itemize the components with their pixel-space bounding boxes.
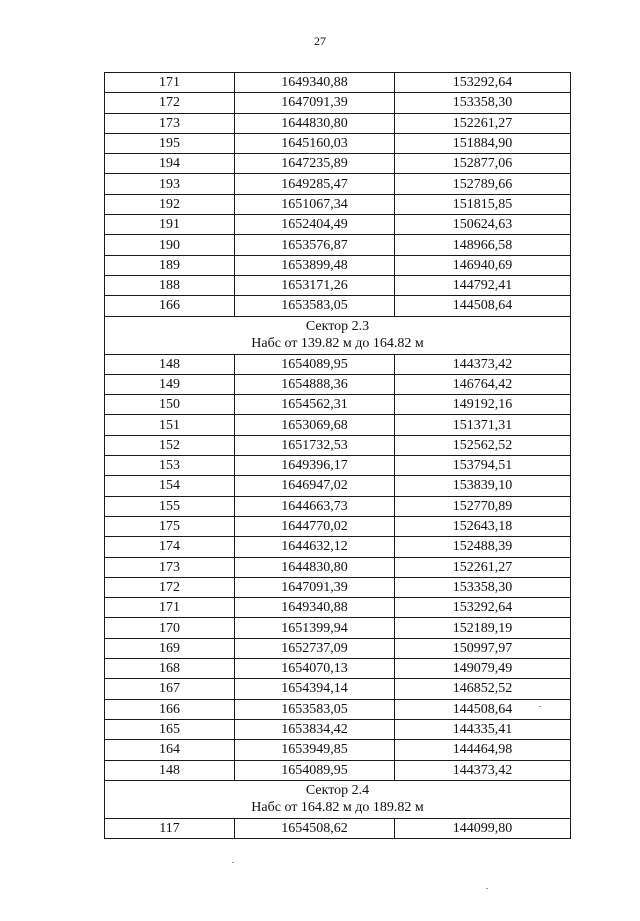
x-coordinate-cell: 1647091,39 bbox=[235, 93, 395, 113]
table-row bbox=[105, 638, 571, 658]
page-number: 27 bbox=[314, 34, 326, 48]
sector-title: Сектор 2.4 bbox=[305, 782, 370, 798]
y-coordinate-cell: 144464,98 bbox=[395, 740, 571, 760]
y-coordinate-cell: 144508,64 bbox=[395, 296, 571, 316]
y-coordinate-cell: 153292,64 bbox=[395, 73, 571, 93]
x-coordinate-cell: 1649340,88 bbox=[235, 598, 395, 618]
table-row bbox=[105, 296, 571, 316]
table-row bbox=[105, 537, 571, 557]
table-row bbox=[105, 818, 571, 838]
table-row bbox=[105, 577, 571, 597]
table-row bbox=[105, 557, 571, 577]
x-coordinate-cell: 1646947,02 bbox=[235, 476, 395, 496]
y-coordinate-cell: 146940,69 bbox=[395, 255, 571, 275]
x-coordinate-cell: 1653576,87 bbox=[235, 235, 395, 255]
x-coordinate-cell: 1653171,26 bbox=[235, 275, 395, 295]
table-row bbox=[105, 659, 571, 679]
y-coordinate-cell: 152643,18 bbox=[395, 516, 571, 536]
x-coordinate-cell: 1652404,49 bbox=[235, 215, 395, 235]
y-coordinate-cell: 153839,10 bbox=[395, 476, 571, 496]
point-number-cell: 153 bbox=[105, 456, 235, 476]
y-coordinate-cell: 152261,27 bbox=[395, 557, 571, 577]
x-coordinate-cell: 1649396,17 bbox=[235, 456, 395, 476]
x-coordinate-cell: 1653583,05 bbox=[235, 296, 395, 316]
coordinates-table-body bbox=[105, 73, 571, 839]
y-coordinate-cell: 146852,52 bbox=[395, 679, 571, 699]
y-coordinate-cell: 150624,63 bbox=[395, 215, 571, 235]
x-coordinate-cell: 1651067,34 bbox=[235, 194, 395, 214]
point-number-cell: 166 bbox=[105, 296, 235, 316]
y-coordinate-cell: 144373,42 bbox=[395, 354, 571, 374]
x-coordinate-cell: 1644663,73 bbox=[235, 496, 395, 516]
table-row bbox=[105, 93, 571, 113]
point-number-cell: 169 bbox=[105, 638, 235, 658]
table-row bbox=[105, 719, 571, 739]
y-coordinate-cell: 153292,64 bbox=[395, 598, 571, 618]
point-number-cell: 173 bbox=[105, 113, 235, 133]
y-coordinate-cell: 149192,16 bbox=[395, 395, 571, 415]
table-row bbox=[105, 354, 571, 374]
table-row bbox=[105, 598, 571, 618]
point-number-cell: 175 bbox=[105, 516, 235, 536]
table-row bbox=[105, 415, 571, 435]
table-row bbox=[105, 275, 571, 295]
table-row bbox=[105, 133, 571, 153]
y-coordinate-cell: 151884,90 bbox=[395, 133, 571, 153]
point-number-cell: 151 bbox=[105, 415, 235, 435]
table-row bbox=[105, 760, 571, 780]
x-coordinate-cell: 1644830,80 bbox=[235, 557, 395, 577]
x-coordinate-cell: 1653949,85 bbox=[235, 740, 395, 760]
table-row bbox=[105, 740, 571, 760]
sector-title: Сектор 2.3 bbox=[305, 318, 370, 334]
point-number-cell: 173 bbox=[105, 557, 235, 577]
point-number-cell: 171 bbox=[105, 598, 235, 618]
table-row bbox=[105, 215, 571, 235]
point-number-cell: 174 bbox=[105, 537, 235, 557]
point-number-cell: 172 bbox=[105, 93, 235, 113]
x-coordinate-cell: 1653069,68 bbox=[235, 415, 395, 435]
y-coordinate-cell: 152562,52 bbox=[395, 435, 571, 455]
point-number-cell: 154 bbox=[105, 476, 235, 496]
x-coordinate-cell: 1653899,48 bbox=[235, 255, 395, 275]
point-number-cell: 150 bbox=[105, 395, 235, 415]
point-number-cell: 193 bbox=[105, 174, 235, 194]
table-row bbox=[105, 618, 571, 638]
y-coordinate-cell: 144373,42 bbox=[395, 760, 571, 780]
point-number-cell: 194 bbox=[105, 154, 235, 174]
y-coordinate-cell: 152877,06 bbox=[395, 154, 571, 174]
point-number-cell: 192 bbox=[105, 194, 235, 214]
y-coordinate-cell: 150997,97 bbox=[395, 638, 571, 658]
coordinates-table bbox=[104, 72, 571, 839]
point-number-cell: 117 bbox=[105, 818, 235, 838]
x-coordinate-cell: 1653834,42 bbox=[235, 719, 395, 739]
y-coordinate-cell: 144335,41 bbox=[395, 719, 571, 739]
sector-header bbox=[105, 780, 571, 818]
y-coordinate-cell: 151371,31 bbox=[395, 415, 571, 435]
table-row bbox=[105, 374, 571, 394]
x-coordinate-cell: 1652737,09 bbox=[235, 638, 395, 658]
table-row bbox=[105, 255, 571, 275]
y-coordinate-cell: 152189,19 bbox=[395, 618, 571, 638]
y-coordinate-cell: 148966,58 bbox=[395, 235, 571, 255]
table-row bbox=[105, 174, 571, 194]
x-coordinate-cell: 1653583,05 bbox=[235, 699, 395, 719]
table-row bbox=[105, 154, 571, 174]
table-row bbox=[105, 73, 571, 93]
table-row bbox=[105, 395, 571, 415]
point-number-cell: 191 bbox=[105, 215, 235, 235]
x-coordinate-cell: 1645160,03 bbox=[235, 133, 395, 153]
point-number-cell: 171 bbox=[105, 73, 235, 93]
table-row bbox=[105, 235, 571, 255]
x-coordinate-cell: 1654089,95 bbox=[235, 354, 395, 374]
point-number-cell: 149 bbox=[105, 374, 235, 394]
x-coordinate-cell: 1654070,13 bbox=[235, 659, 395, 679]
y-coordinate-cell: 144099,80 bbox=[395, 818, 571, 838]
y-coordinate-cell: 153794,51 bbox=[395, 456, 571, 476]
y-coordinate-cell: 144792,41 bbox=[395, 275, 571, 295]
x-coordinate-cell: 1654562,31 bbox=[235, 395, 395, 415]
x-coordinate-cell: 1649340,88 bbox=[235, 73, 395, 93]
y-coordinate-cell: 152488,39 bbox=[395, 537, 571, 557]
point-number-cell: 148 bbox=[105, 354, 235, 374]
point-number-cell: 195 bbox=[105, 133, 235, 153]
x-coordinate-cell: 1649285,47 bbox=[235, 174, 395, 194]
point-number-cell: 170 bbox=[105, 618, 235, 638]
table-row bbox=[105, 516, 571, 536]
table-row bbox=[105, 496, 571, 516]
table-row bbox=[105, 435, 571, 455]
x-coordinate-cell: 1644770,02 bbox=[235, 516, 395, 536]
point-number-cell: 190 bbox=[105, 235, 235, 255]
table-row bbox=[105, 456, 571, 476]
point-number-cell: 148 bbox=[105, 760, 235, 780]
point-number-cell: 155 bbox=[105, 496, 235, 516]
sector-header-row bbox=[105, 316, 571, 354]
x-coordinate-cell: 1647091,39 bbox=[235, 577, 395, 597]
point-number-cell: 152 bbox=[105, 435, 235, 455]
y-coordinate-cell: 146764,42 bbox=[395, 374, 571, 394]
y-coordinate-cell: 149079,49 bbox=[395, 659, 571, 679]
x-coordinate-cell: 1644830,80 bbox=[235, 113, 395, 133]
point-number-cell: 189 bbox=[105, 255, 235, 275]
point-number-cell: 172 bbox=[105, 577, 235, 597]
y-coordinate-cell: 152261,27 bbox=[395, 113, 571, 133]
table-row bbox=[105, 113, 571, 133]
point-number-cell: 188 bbox=[105, 275, 235, 295]
point-number-cell: 164 bbox=[105, 740, 235, 760]
table-row bbox=[105, 476, 571, 496]
x-coordinate-cell: 1647235,89 bbox=[235, 154, 395, 174]
x-coordinate-cell: 1654089,95 bbox=[235, 760, 395, 780]
x-coordinate-cell: 1644632,12 bbox=[235, 537, 395, 557]
x-coordinate-cell: 1651732,53 bbox=[235, 435, 395, 455]
y-coordinate-cell: 153358,30 bbox=[395, 93, 571, 113]
x-coordinate-cell: 1654394,14 bbox=[235, 679, 395, 699]
y-coordinate-cell: 151815,85 bbox=[395, 194, 571, 214]
point-number-cell: 167 bbox=[105, 679, 235, 699]
point-number-cell: 168 bbox=[105, 659, 235, 679]
x-coordinate-cell: 1654508,62 bbox=[235, 818, 395, 838]
y-coordinate-cell: 153358,30 bbox=[395, 577, 571, 597]
sector-header-row bbox=[105, 780, 571, 818]
x-coordinate-cell: 1654888,36 bbox=[235, 374, 395, 394]
point-number-cell: 165 bbox=[105, 719, 235, 739]
sector-range: Набс от 164.82 м до 189.82 м bbox=[251, 799, 424, 815]
table-row bbox=[105, 194, 571, 214]
point-number-cell: 166 bbox=[105, 699, 235, 719]
sector-header bbox=[105, 316, 571, 354]
y-coordinate-cell: 152789,66 bbox=[395, 174, 571, 194]
table-row bbox=[105, 679, 571, 699]
table-row bbox=[105, 699, 571, 719]
y-coordinate-cell: 144508,64 bbox=[395, 699, 571, 719]
y-coordinate-cell: 152770,89 bbox=[395, 496, 571, 516]
x-coordinate-cell: 1651399,94 bbox=[235, 618, 395, 638]
sector-range: Набс от 139.82 м до 164.82 м bbox=[251, 335, 424, 351]
